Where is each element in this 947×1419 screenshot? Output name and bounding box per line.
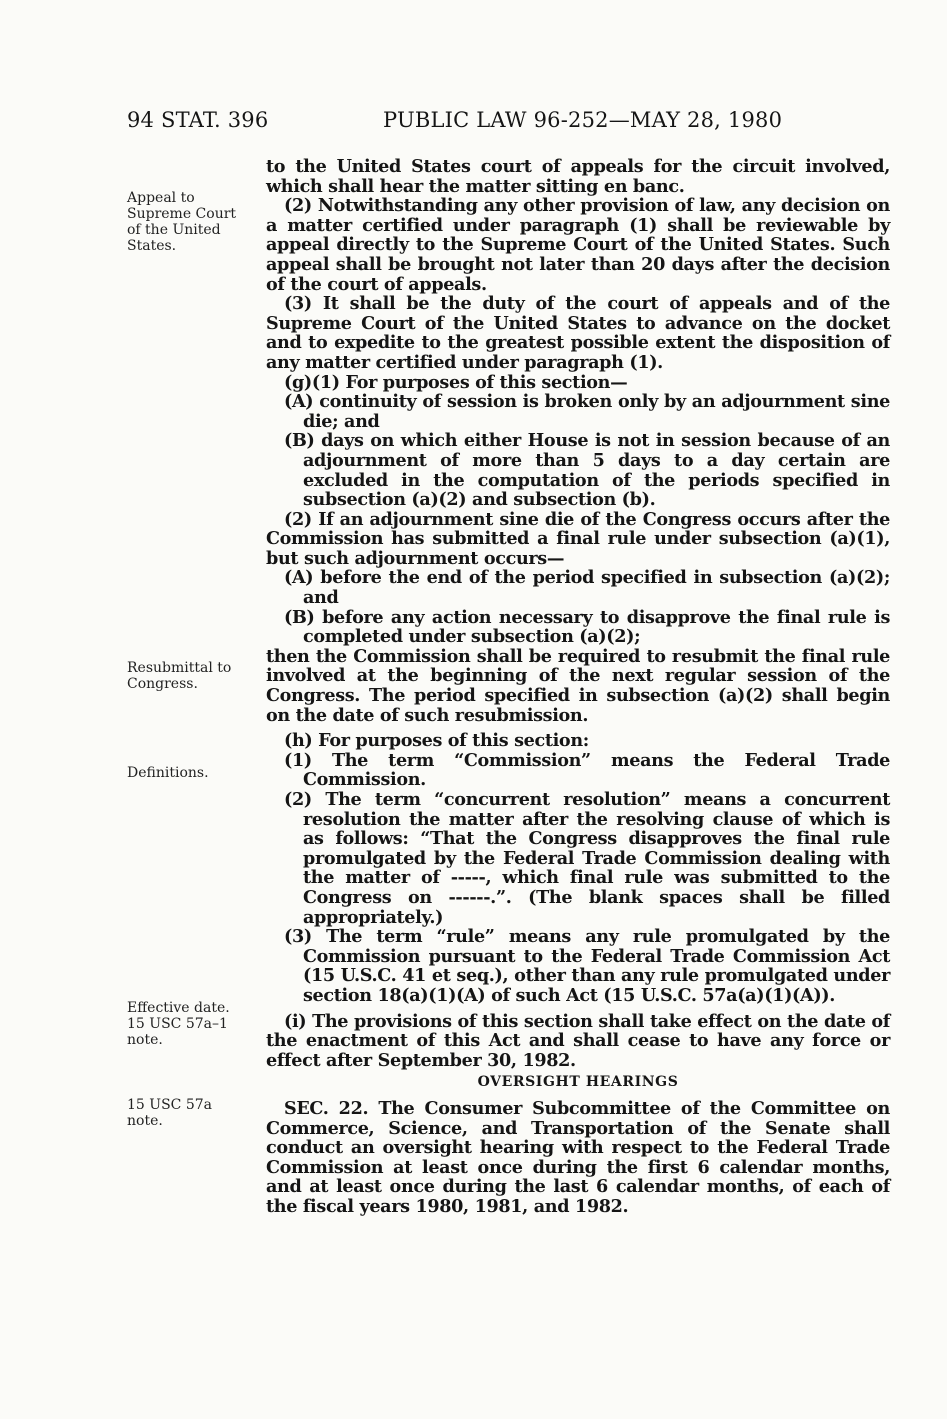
margin-note-definitions: Definitions. [127, 765, 209, 781]
statute-text [266, 157, 890, 1216]
running-title-header: PUBLIC LAW 96-252—MAY 28, 1980 [383, 108, 783, 132]
paragraph-g2-a: (A) before the end of the period specified in subsection (a)(2); and [284, 567, 890, 609]
paragraph-continuation: to the United States court of appeals for the circuit involved, which shall hear the matter sitting en banc. [266, 156, 890, 197]
margin-note-usc-57a: 15 USC 57a note. [127, 1097, 212, 1129]
paragraph-g2: (2) If an adjournment sine die of the Congress occurs after the Commission has submitted a final rule under subsection (a)(1), but such adjournment occurs— [266, 508, 890, 569]
paragraph-h1: (1) The term “Commission” means the Federal Trade Commission. [284, 749, 890, 791]
paragraph-g1-a: (A) continuity of session is broken only by an adjournment sine die; and [284, 391, 890, 432]
section-heading: OVERSIGHT HEARINGS [477, 1074, 679, 1091]
paragraph-h2: (2) The term “concurrent resolution” means a concurrent resolution the matter after the resolving clause of which is as follows: “That the Congress disapproves the final rule promulgated by the Federal Trade Commission dealing with the matter of -----, which final rule was submitted to the Congress on ------.”. (The blank spaces shall be filled appropriately.) [284, 789, 890, 928]
paragraph-g2-resubmit: then the Commission shall be required to resubmit the final rule involved at the beginning of the next regular session of the Congress. The period specified in subsection (a)(2) shall begin on the date of such resubmission. [266, 645, 890, 726]
paragraph-g1: (g)(1) For purposes of this section— [284, 371, 628, 393]
paragraph-g1-b: (B) days on which either House is not in session because of an adjournment of more than 5 days to a day certain are excluded in the computation of the periods specified in subsection (a)(2) and subsection (b). [284, 430, 890, 511]
margin-note-appeal: Appeal to Supreme Court of the United States. [127, 190, 237, 254]
margin-note-effective-date: Effective date. 15 USC 57a–1 note. [127, 1000, 230, 1048]
paragraph-h: (h) For purposes of this section: [284, 730, 589, 752]
section-22: SEC. 22. The Consumer Subcommittee of the Committee on Commerce, Science, and Transportation of the Senate shall conduct an oversight hearing with respect to the Federal Trade Commission at least once during the first 6 calendar months, and at least once during the last 6 calendar months, of each of the fiscal years 1980, 1981, and 1982. [266, 1097, 890, 1217]
paragraph-g2-b: (B) before any action necessary to disapprove the final rule is completed under subsection (a)(2); [284, 606, 890, 648]
paragraph-f2: (2) Notwithstanding any other provision of law, any decision on a matter certified under paragraph (1) shall be reviewable by appeal directly to the Supreme Court of the United States. Such appeal shall be brought not later than 20 days after the decision of the court of appeals. [266, 195, 890, 295]
page-number-header: 94 STAT. 396 [127, 108, 269, 132]
paragraph-i: (i) The provisions of this section shall take effect on the date of the enactment of this Act and shall cease to have any force or effect after September 30, 1982. [266, 1010, 890, 1071]
paragraph-h3: (3) The term “rule” means any rule promulgated by the Commission pursuant to the Federal Trade Commission Act (15 U.S.C. 41 et seq.), other than any rule promulgated under section 18(a)(1)(A) of such Act (15 U.S.C. 57a(a)(1)(A)). [284, 926, 890, 1006]
margin-note-resubmittal: Resubmittal to Congress. [127, 660, 232, 692]
paragraph-f3: (3) It shall be the duty of the court of appeals and of the Supreme Court of the United States to advance on the docket and to expedite to the greatest possible extent the disposition of any matter certified under paragraph (1). [266, 293, 890, 373]
